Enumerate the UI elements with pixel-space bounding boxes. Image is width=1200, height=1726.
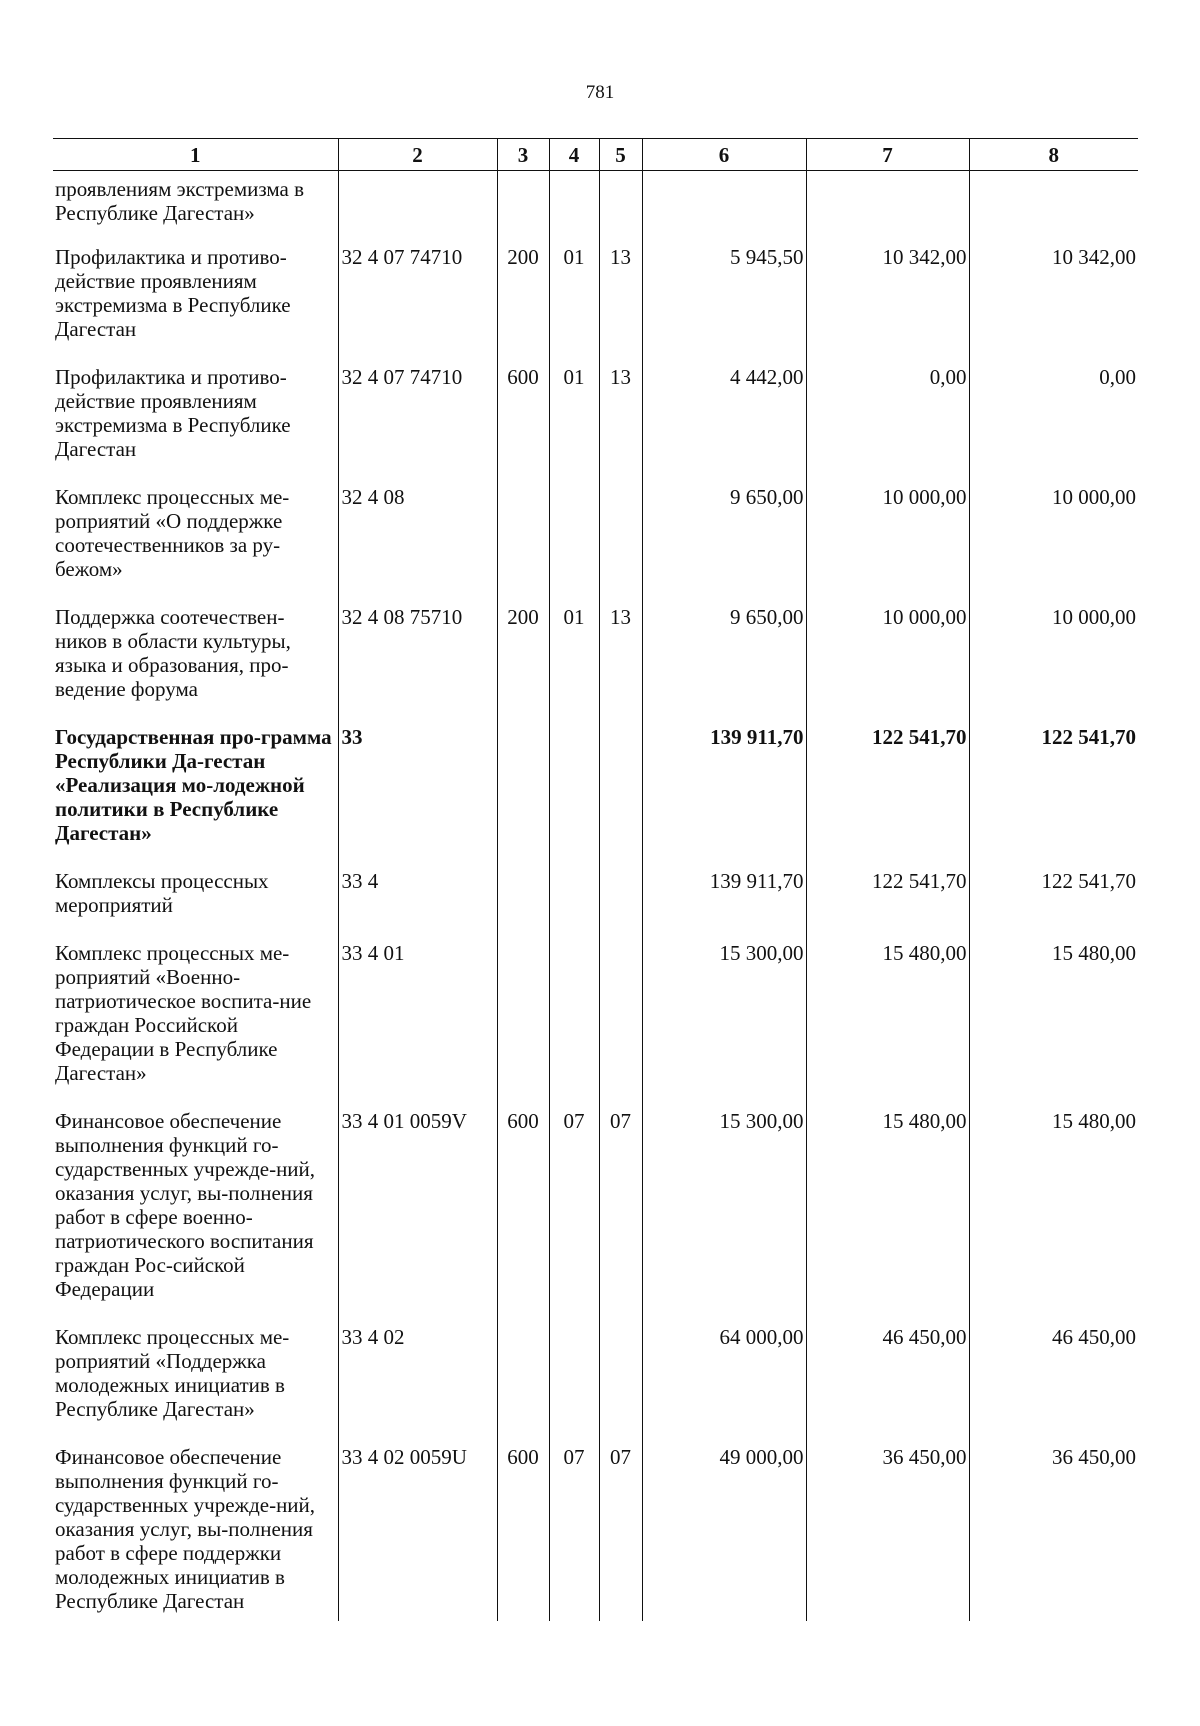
amount-col-6: 15 300,00 — [642, 941, 806, 1109]
amount-col-7: 122 541,70 — [806, 725, 969, 869]
budget-code — [338, 171, 497, 246]
column-header-4: 4 — [549, 139, 599, 171]
expense-type-code — [497, 1325, 549, 1445]
row-name: Финансовое обеспечение выполнения функций го-сударственных учрежде-ний, оказания услуг, вы-полнения работ в сфере военно-патриотического воспитания граждан Рос-сийской Федерации — [55, 1109, 316, 1301]
column-header-7: 7 — [806, 139, 969, 171]
table-row — [53, 869, 1138, 941]
amount-col-8: 10 000,00 — [969, 605, 1138, 725]
table-body — [53, 171, 1138, 1622]
page-number: 781 — [585, 82, 615, 103]
table-row — [53, 605, 1138, 725]
amount-col-6: 15 300,00 — [642, 1109, 806, 1325]
expense-type-code — [497, 725, 549, 869]
table-row — [53, 171, 1138, 246]
amount-col-7 — [806, 171, 969, 246]
amount-col-8 — [969, 171, 1138, 246]
subsection-code — [599, 941, 642, 1109]
amount-col-7: 10 000,00 — [806, 485, 969, 605]
subsection-code — [599, 869, 642, 941]
subsection-code — [599, 725, 642, 869]
amount-col-8: 122 541,70 — [969, 725, 1138, 869]
amount-col-7: 0,00 — [806, 365, 969, 485]
amount-col-6: 139 911,70 — [642, 725, 806, 869]
amount-col-7: 15 480,00 — [806, 941, 969, 1109]
amount-col-8: 15 480,00 — [969, 941, 1138, 1109]
subsection-code: 13 — [599, 605, 642, 725]
expense-type-code: 200 — [497, 245, 549, 365]
expense-type-code — [497, 171, 549, 246]
section-code — [549, 485, 599, 605]
amount-col-6: 4 442,00 — [642, 365, 806, 485]
table-row — [53, 941, 1138, 1109]
budget-code: 32 4 07 74710 — [338, 365, 497, 485]
subsection-code: 13 — [599, 245, 642, 365]
amount-col-7: 36 450,00 — [806, 1445, 969, 1621]
table-row — [53, 725, 1138, 869]
subsection-code — [599, 485, 642, 605]
table-row — [53, 485, 1138, 605]
subsection-code: 13 — [599, 365, 642, 485]
expense-type-code — [497, 485, 549, 605]
amount-col-6: 9 650,00 — [642, 485, 806, 605]
column-header-2: 2 — [338, 139, 497, 171]
row-name: Комплекс процессных ме-роприятий «О поддержке соотечественников за ру-бежом» — [55, 485, 290, 581]
row-name: Финансовое обеспечение выполнения функций го-сударственных учрежде-ний, оказания услуг, вы-полнения работ в сфере поддержки молодежных инициатив в Республике Дагестан — [55, 1445, 316, 1613]
amount-col-8: 0,00 — [969, 365, 1138, 485]
column-header-6: 6 — [642, 139, 806, 171]
section-code — [549, 1325, 599, 1445]
subsection-code: 07 — [599, 1445, 642, 1621]
section-code: 07 — [549, 1109, 599, 1325]
column-header-3: 3 — [497, 139, 549, 171]
budget-code: 33 4 01 0059V — [338, 1109, 497, 1325]
row-name: Комплекс процессных ме-роприятий «Поддержка молодежных инициатив в Республике Дагестан» — [55, 1325, 290, 1421]
expense-type-code — [497, 869, 549, 941]
row-name: Государственная про-грамма Республики Да-гестан «Реализация мо-лодежной политики в Республике Дагестан» — [55, 725, 332, 845]
section-code: 07 — [549, 1445, 599, 1621]
budget-code: 33 4 01 — [338, 941, 497, 1109]
amount-col-6: 5 945,50 — [642, 245, 806, 365]
table-row — [53, 1109, 1138, 1325]
amount-col-8: 10 342,00 — [969, 245, 1138, 365]
budget-code: 32 4 08 75710 — [338, 605, 497, 725]
section-code — [549, 869, 599, 941]
budget-code: 33 4 02 — [338, 1325, 497, 1445]
budget-code: 32 4 08 — [338, 485, 497, 605]
amount-col-7: 46 450,00 — [806, 1325, 969, 1445]
expense-type-code: 600 — [497, 1445, 549, 1621]
amount-col-8: 15 480,00 — [969, 1109, 1138, 1325]
subsection-code — [599, 1325, 642, 1445]
section-code — [549, 171, 599, 246]
amount-col-8: 36 450,00 — [969, 1445, 1138, 1621]
amount-col-7: 10 000,00 — [806, 605, 969, 725]
section-code: 01 — [549, 365, 599, 485]
amount-col-6 — [642, 171, 806, 246]
budget-code: 33 4 — [338, 869, 497, 941]
amount-col-6: 64 000,00 — [642, 1325, 806, 1445]
amount-col-7: 122 541,70 — [806, 869, 969, 941]
amount-col-8: 46 450,00 — [969, 1325, 1138, 1445]
section-code: 01 — [549, 245, 599, 365]
row-name: Профилактика и противо-действие проявлениям экстремизма в Республике Дагестан — [55, 245, 291, 341]
section-code — [549, 941, 599, 1109]
expense-type-code: 200 — [497, 605, 549, 725]
row-name: проявлениям экстремизма в Республике Дагестан» — [55, 177, 305, 225]
amount-col-6: 139 911,70 — [642, 869, 806, 941]
budget-code: 33 4 02 0059U — [338, 1445, 497, 1621]
subsection-code: 07 — [599, 1109, 642, 1325]
amount-col-6: 49 000,00 — [642, 1445, 806, 1621]
table-row — [53, 1445, 1138, 1621]
amount-col-6: 9 650,00 — [642, 605, 806, 725]
row-name: Поддержка соотечествен-ников в области культуры, языка и образования, про-ведение форума — [55, 605, 291, 701]
subsection-code — [599, 171, 642, 246]
row-name: Комплекс процессных ме-роприятий «Военно-патриотическое воспита-ние граждан Российской Федерации в Республике Дагестан» — [55, 941, 312, 1085]
budget-code: 32 4 07 74710 — [338, 245, 497, 365]
amount-col-8: 10 000,00 — [969, 485, 1138, 605]
section-code: 01 — [549, 605, 599, 725]
expense-type-code — [497, 941, 549, 1109]
amount-col-8: 122 541,70 — [969, 869, 1138, 941]
expense-type-code: 600 — [497, 365, 549, 485]
header-row — [53, 139, 1138, 171]
row-name: Комплексы процессных мероприятий — [55, 869, 269, 917]
column-header-1: 1 — [53, 139, 338, 171]
row-name: Профилактика и противо-действие проявлениям экстремизма в Республике Дагестан — [55, 365, 291, 461]
budget-table — [53, 138, 1138, 1621]
table-row — [53, 245, 1138, 365]
budget-code: 33 — [338, 725, 497, 869]
amount-col-7: 10 342,00 — [806, 245, 969, 365]
column-header-8: 8 — [969, 139, 1138, 171]
amount-col-7: 15 480,00 — [806, 1109, 969, 1325]
table-row — [53, 365, 1138, 485]
expense-type-code: 600 — [497, 1109, 549, 1325]
table-row — [53, 1325, 1138, 1445]
column-header-5: 5 — [599, 139, 642, 171]
section-code — [549, 725, 599, 869]
